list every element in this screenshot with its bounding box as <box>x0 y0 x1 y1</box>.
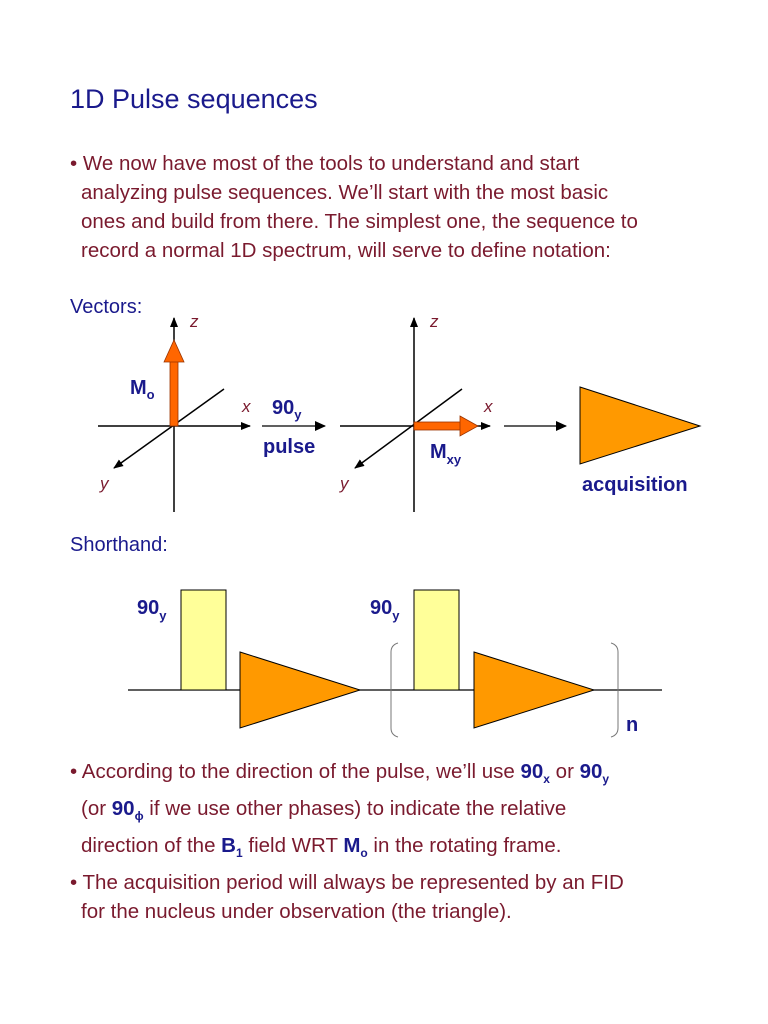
mo-vector-head <box>164 340 184 362</box>
y-axis <box>114 389 224 468</box>
page-title: 1D Pulse sequences <box>70 84 318 114</box>
mo-vector <box>170 360 178 426</box>
mxy-label: $M_{xy}$ <box>430 441 462 467</box>
acquisition-line-2: for the nucleus under observation (the triangle). <box>81 900 512 923</box>
y-axis-label: y <box>100 474 109 493</box>
direction-line-2: (or $90_\phi$ if we use other phases) to indicate the relative <box>81 797 567 824</box>
shorthand-label: Shorthand: <box>70 534 168 556</box>
direction-line-3: direction of the $B_1$ field WRT $M_o$ in the rotating frame. <box>81 834 562 861</box>
z-axis-label: z <box>430 312 439 331</box>
intro-line-4: record a normal 1D spectrum, will serve to define notation: <box>81 239 611 262</box>
intro-line-3: ones and build from there. The simplest one, the sequence to <box>81 210 638 233</box>
direction-line-1: • According to the direction of the pulse, we’ll use $90_x$ or $90_y$ <box>70 760 610 787</box>
intro-line-1: • We now have most of the tools to understand and start <box>70 152 580 175</box>
acquisition-line-1: • The acquisition period will always be represented by an FID <box>70 871 624 894</box>
shorthand-sequence <box>128 590 662 737</box>
pulse-transition <box>262 397 325 458</box>
pulse-90y-label: $90_y$ <box>272 397 302 422</box>
mo-label: $M_o$ <box>130 377 155 402</box>
pulse-word: pulse <box>263 436 316 458</box>
fid-triangle <box>580 387 700 464</box>
mxy-vector-head <box>460 416 478 436</box>
acquisition-label: acquisition <box>582 474 688 496</box>
x-axis-label: x <box>242 397 251 416</box>
bullet: • <box>70 152 78 175</box>
vector-frame-before <box>98 312 251 512</box>
pulse-block-2 <box>414 590 459 690</box>
z-axis-label: z <box>190 312 199 331</box>
fid-triangle-1 <box>240 652 360 728</box>
repeat-count: n <box>626 714 639 736</box>
mxy-vector <box>414 422 462 430</box>
vectors-label: Vectors: <box>70 296 143 318</box>
pulse-2-label: $90_y$ <box>370 597 400 623</box>
acquisition-paragraph <box>70 868 624 926</box>
vector-frame-after <box>339 312 493 512</box>
pulse-1-label: $90_y$ <box>137 597 167 623</box>
x-axis-label: x <box>484 397 493 416</box>
direction-paragraph <box>70 757 609 868</box>
pulse-block-1 <box>181 590 226 690</box>
fid-triangle-2 <box>474 652 594 728</box>
acquisition-block <box>504 387 700 496</box>
y-axis-label: y <box>340 474 349 493</box>
intro-line-2: analyzing pulse sequences. We’ll start with the most basic <box>81 181 609 204</box>
